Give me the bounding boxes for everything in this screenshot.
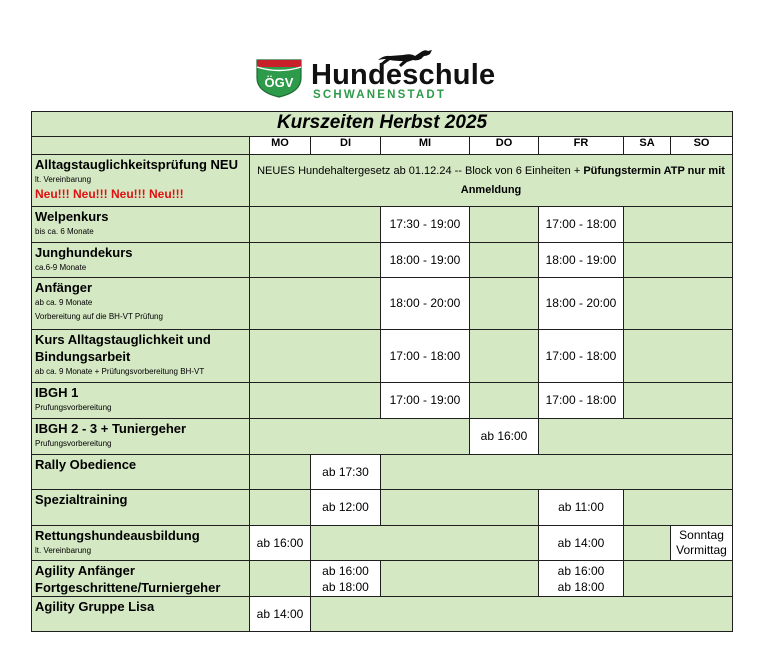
course-note: Prufungsvorbereitung <box>35 403 112 412</box>
empty-cell <box>381 490 539 526</box>
day-header-do: DO <box>470 137 539 155</box>
course-rally <box>32 455 250 490</box>
course-name: IBGH 1 <box>35 385 79 400</box>
empty-cell <box>250 490 311 526</box>
time-cell: ab 16:00 <box>250 526 311 561</box>
empty-cell <box>250 419 470 455</box>
empty-cell <box>470 243 539 278</box>
logo <box>255 46 535 104</box>
course-note: ca.6-9 Monate <box>35 263 87 272</box>
course-name: Bindungsarbeit <box>35 349 131 364</box>
new-badge: Neu!!! Neu!!! Neu!!! Neu!!! <box>35 187 184 201</box>
empty-cell <box>624 561 733 597</box>
day-header-so: SO <box>671 137 733 155</box>
table-row <box>32 561 733 597</box>
empty-cell <box>381 455 733 490</box>
time-cell <box>539 561 624 597</box>
time-line: ab 18:00 <box>322 579 369 594</box>
empty-cell <box>470 330 539 383</box>
table-row <box>32 455 733 490</box>
empty-cell <box>250 383 381 419</box>
time-cell: ab 14:00 <box>250 597 311 632</box>
course-note: bis ca. 6 Monate <box>35 227 94 236</box>
empty-cell <box>250 278 381 330</box>
empty-cell <box>624 330 733 383</box>
empty-cell <box>470 383 539 419</box>
time-cell: 17:00 - 19:00 <box>381 383 470 419</box>
time-cell: ab 14:00 <box>539 526 624 561</box>
course-name: Fortgeschrittene/Turniergeher <box>35 580 221 595</box>
course-spezialtraining <box>32 490 250 526</box>
course-junghundekurs <box>32 243 250 278</box>
course-note: ab ca. 9 Monate <box>35 298 93 307</box>
time-cell: ab 17:30 <box>311 455 381 490</box>
time-cell: 17:00 - 18:00 <box>539 330 624 383</box>
corner-cell <box>32 137 250 155</box>
course-note: Prufungsvorbereitung <box>35 439 112 448</box>
course-name: IBGH 2 - 3 + Tuniergeher <box>35 421 187 436</box>
empty-cell <box>539 419 733 455</box>
empty-cell <box>250 561 311 597</box>
time-cell <box>671 526 733 561</box>
course-agility <box>32 561 250 597</box>
course-alltagstauglichkeit <box>32 330 250 383</box>
course-name: Rally Obedience <box>35 457 137 472</box>
course-note: lt. Vereinbarung <box>35 175 92 184</box>
empty-cell <box>624 526 671 561</box>
course-note: lt. Vereinbarung <box>35 546 92 555</box>
day-header-sa: SA <box>624 137 671 155</box>
empty-cell <box>250 207 381 243</box>
course-name: Agility Anfänger <box>35 563 135 578</box>
table-row <box>32 207 733 243</box>
time-line: Vormittag <box>676 543 727 557</box>
notice-text: NEUES Hundehaltergesetz ab 01.12.24 -- Block von 6 Einheiten + <box>257 164 584 177</box>
course-note: Vorbereitung auf die BH-VT Prüfung <box>35 312 163 321</box>
day-header-fr: FR <box>539 137 624 155</box>
course-name: Alltagstauglichkeitsprüfung NEU <box>35 157 238 172</box>
empty-cell <box>624 490 733 526</box>
day-header-mi: MI <box>381 137 470 155</box>
logo-title: Hundeschule <box>311 59 496 91</box>
time-cell: ab 12:00 <box>311 490 381 526</box>
time-cell: 17:00 - 18:00 <box>381 330 470 383</box>
time-cell: 18:00 - 20:00 <box>381 278 470 330</box>
course-name: Welpenkurs <box>35 209 109 224</box>
time-cell: ab 16:00 <box>470 419 539 455</box>
course-name: Spezialtraining <box>35 492 128 507</box>
time-cell: 18:00 - 19:00 <box>381 243 470 278</box>
time-line: ab 16:00 <box>557 563 605 578</box>
schedule-table <box>31 111 733 632</box>
time-cell: 17:30 - 19:00 <box>381 207 470 243</box>
shield-emblem-icon <box>255 56 303 98</box>
course-ibgh1 <box>32 383 250 419</box>
emblem-text: ÖGV <box>264 75 294 90</box>
course-name: Rettungshundeausbildung <box>35 528 200 543</box>
notice-bold-text: Püfungstermin ATP nur mit Anmeldung <box>460 164 725 196</box>
course-name: Junghundekurs <box>35 245 133 260</box>
table-row <box>32 526 733 561</box>
course-note: ab ca. 9 Monate + Prüfungsvorbereitung BH-VT <box>35 367 205 376</box>
course-welpenkurs <box>32 207 250 243</box>
empty-cell <box>624 383 733 419</box>
course-agility-lisa <box>32 597 250 632</box>
time-line: Sonntag <box>679 528 724 542</box>
empty-cell <box>624 207 733 243</box>
empty-cell <box>470 207 539 243</box>
empty-cell <box>624 243 733 278</box>
atp-notice <box>250 155 733 207</box>
table-row <box>32 243 733 278</box>
time-line: ab 18:00 <box>557 579 605 594</box>
time-cell: 17:00 - 18:00 <box>539 207 624 243</box>
empty-cell <box>250 330 381 383</box>
table-row <box>32 383 733 419</box>
time-cell: 17:00 - 18:00 <box>539 383 624 419</box>
empty-cell <box>470 278 539 330</box>
course-ibgh23 <box>32 419 250 455</box>
time-cell: 18:00 - 20:00 <box>539 278 624 330</box>
logo-subtitle: SCHWANENSTADT <box>313 89 447 101</box>
course-name: Anfänger <box>35 280 93 295</box>
table-title: Kurszeiten Herbst 2025 <box>32 112 733 137</box>
empty-cell <box>250 243 381 278</box>
empty-cell <box>250 455 311 490</box>
table-row <box>32 330 733 383</box>
empty-cell <box>311 597 733 632</box>
course-name: Agility Gruppe Lisa <box>35 599 155 614</box>
time-cell: 18:00 - 19:00 <box>539 243 624 278</box>
table-row <box>32 278 733 330</box>
empty-cell <box>381 561 539 597</box>
empty-cell <box>624 278 733 330</box>
course-name: Kurs Alltagstauglichkeit und <box>35 332 211 347</box>
course-anfaenger <box>32 278 250 330</box>
table-row <box>32 490 733 526</box>
time-line: ab 16:00 <box>322 563 369 578</box>
empty-cell <box>311 526 539 561</box>
table-row <box>32 419 733 455</box>
table-row <box>32 155 733 207</box>
time-cell <box>311 561 381 597</box>
course-rettungshunde <box>32 526 250 561</box>
day-header-di: DI <box>311 137 381 155</box>
time-cell: ab 11:00 <box>539 490 624 526</box>
day-header-mo: MO <box>250 137 311 155</box>
table-row <box>32 597 733 632</box>
course-atp <box>32 155 250 207</box>
